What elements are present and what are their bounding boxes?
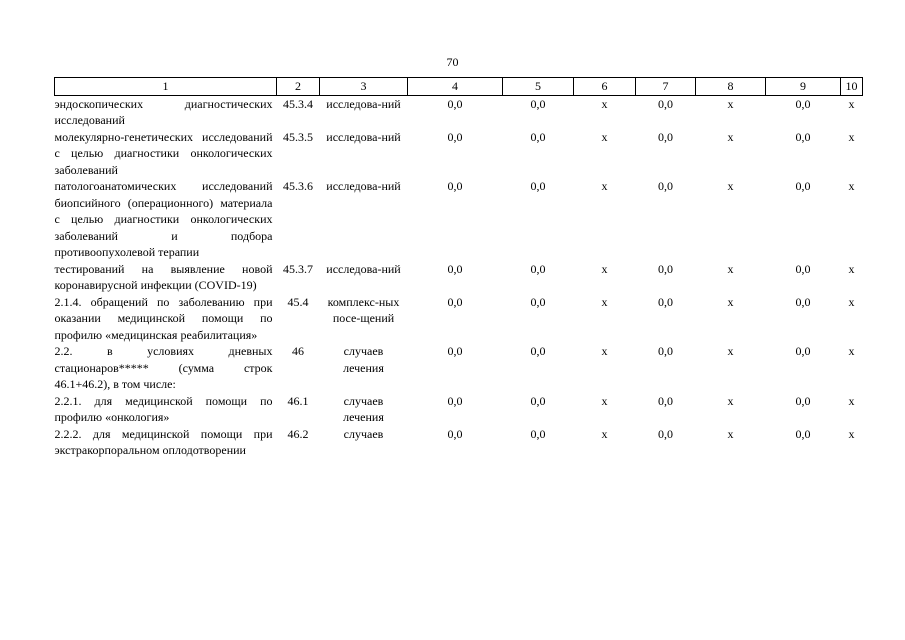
row-value-cell: 0,0	[658, 129, 673, 144]
column-header: 9	[766, 78, 841, 96]
row-value-cell: x	[601, 261, 608, 276]
row-name-cell: патологоанатомических исследований биопсийного (операционного) материала с целью диагностики онкологических заболеваний и подбора противоопухолевой терапии	[54, 179, 273, 259]
row-value-cell: 0,0	[447, 426, 463, 441]
row-value-cell: 0,0	[658, 261, 673, 276]
row-value-cell: 0,0	[447, 261, 463, 276]
row-value-cell: 0,0	[530, 129, 546, 144]
row-value-cell: 0,0	[658, 426, 673, 441]
row-unit-cell: случаев	[343, 426, 384, 441]
row-value-cell: 0,0	[795, 129, 811, 144]
row-value-cell: x	[601, 294, 608, 309]
row-name-cell: 2.2.2. для медицинской помощи при экстракорпоральном оплодотворении	[54, 426, 273, 457]
row-unit-cell: исследова-ний	[326, 261, 401, 276]
row-name-cell: 2.2. в условиях дневных стационаров***** (сумма строк 46.1+46.2), в том числе:	[54, 344, 273, 391]
row-value-cell: x	[848, 426, 855, 441]
column-header: 1	[55, 78, 277, 96]
table-row	[55, 178, 863, 261]
row-code-cell: 46	[292, 344, 304, 358]
row-value-cell: 0,0	[530, 294, 546, 309]
row-value-cell: x	[848, 344, 855, 358]
row-value-cell: x	[848, 129, 855, 144]
row-value-cell: x	[727, 344, 734, 358]
row-value-cell: x	[727, 426, 734, 441]
row-value-cell: 0,0	[530, 426, 546, 441]
row-value-cell: 0,0	[658, 294, 673, 309]
table-row	[55, 95, 863, 129]
column-header: 4	[408, 78, 503, 96]
row-value-cell: 0,0	[795, 179, 811, 193]
row-value-cell: 0,0	[447, 179, 463, 193]
row-value-cell: x	[848, 393, 855, 408]
row-code-cell: 45.3.6	[283, 179, 313, 193]
row-value-cell: 0,0	[530, 344, 546, 358]
row-value-cell: 0,0	[447, 294, 463, 309]
column-header: 10	[841, 78, 863, 96]
row-name-cell: тестирований на выявление новой коронавирусной инфекции (COVID-19)	[54, 261, 273, 292]
row-code-cell: 45.4	[287, 294, 309, 309]
column-header: 5	[503, 78, 574, 96]
row-unit-cell: комплекс-ных посе-щений	[327, 294, 400, 325]
table-row	[55, 129, 863, 179]
row-code-cell: 45.3.5	[283, 129, 313, 144]
page-number: 70	[446, 55, 459, 69]
row-unit-cell: исследова-ний	[326, 179, 401, 193]
row-value-cell: 0,0	[795, 261, 811, 276]
header-row	[55, 78, 863, 96]
row-value-cell: x	[601, 179, 608, 193]
row-value-cell: x	[601, 129, 608, 144]
row-value-cell: 0,0	[447, 96, 463, 111]
row-value-cell: 0,0	[658, 393, 673, 408]
row-code-cell: 45.3.4	[283, 96, 313, 111]
column-header: 2	[277, 78, 320, 96]
row-value-cell: x	[848, 294, 855, 309]
table-row	[55, 294, 863, 344]
row-value-cell: x	[601, 393, 608, 408]
row-value-cell: 0,0	[795, 426, 811, 441]
row-value-cell: 0,0	[795, 294, 811, 309]
row-value-cell: x	[848, 179, 855, 193]
column-header: 8	[696, 78, 766, 96]
row-value-cell: 0,0	[658, 96, 673, 111]
row-code-cell: 46.2	[287, 426, 309, 441]
row-unit-cell: случаев лечения	[343, 393, 384, 424]
row-value-cell: 0,0	[447, 344, 463, 358]
row-value-cell: 0,0	[447, 129, 463, 144]
row-value-cell: x	[727, 179, 734, 193]
row-value-cell: 0,0	[447, 393, 463, 408]
data-table	[54, 77, 863, 459]
row-value-cell: x	[848, 261, 855, 276]
row-value-cell: 0,0	[658, 344, 673, 358]
row-value-cell: x	[727, 261, 734, 276]
row-name-cell: молекулярно-генетических исследований с целью диагностики онкологических заболеваний	[54, 129, 273, 177]
row-name-cell: 2.2.1. для медицинской помощи по профилю «онкология»	[54, 393, 273, 424]
row-value-cell: x	[727, 393, 734, 408]
row-unit-cell: случаев лечения	[343, 344, 384, 375]
row-value-cell: 0,0	[530, 393, 546, 408]
row-value-cell: 0,0	[530, 96, 546, 111]
row-value-cell: x	[601, 426, 608, 441]
table-row	[55, 261, 863, 294]
row-value-cell: 0,0	[795, 96, 811, 111]
row-value-cell: 0,0	[658, 179, 673, 193]
column-header: 7	[636, 78, 696, 96]
row-name-cell: 2.1.4. обращений по заболеванию при оказании медицинской помощи по профилю «медицинская реабилитация»	[54, 294, 273, 342]
column-header: 3	[320, 78, 408, 96]
table-row	[55, 393, 863, 426]
table-row	[55, 426, 863, 459]
row-value-cell: x	[727, 129, 734, 144]
row-value-cell: x	[601, 96, 608, 111]
row-value-cell: x	[848, 96, 855, 111]
row-unit-cell: исследова-ний	[326, 96, 401, 111]
row-value-cell: x	[727, 294, 734, 309]
row-value-cell: 0,0	[530, 261, 546, 276]
row-value-cell: 0,0	[795, 344, 811, 358]
row-code-cell: 46.1	[287, 393, 309, 408]
table-body	[55, 95, 863, 459]
row-unit-cell: исследова-ний	[326, 129, 401, 144]
row-value-cell: x	[727, 96, 734, 111]
row-value-cell: 0,0	[795, 393, 811, 408]
table-row	[55, 343, 863, 393]
row-value-cell: x	[601, 344, 608, 358]
row-value-cell: 0,0	[530, 179, 546, 193]
row-code-cell: 45.3.7	[283, 261, 313, 276]
row-name-cell: эндоскопических диагностических исследований	[54, 96, 273, 127]
column-header: 6	[574, 78, 636, 96]
